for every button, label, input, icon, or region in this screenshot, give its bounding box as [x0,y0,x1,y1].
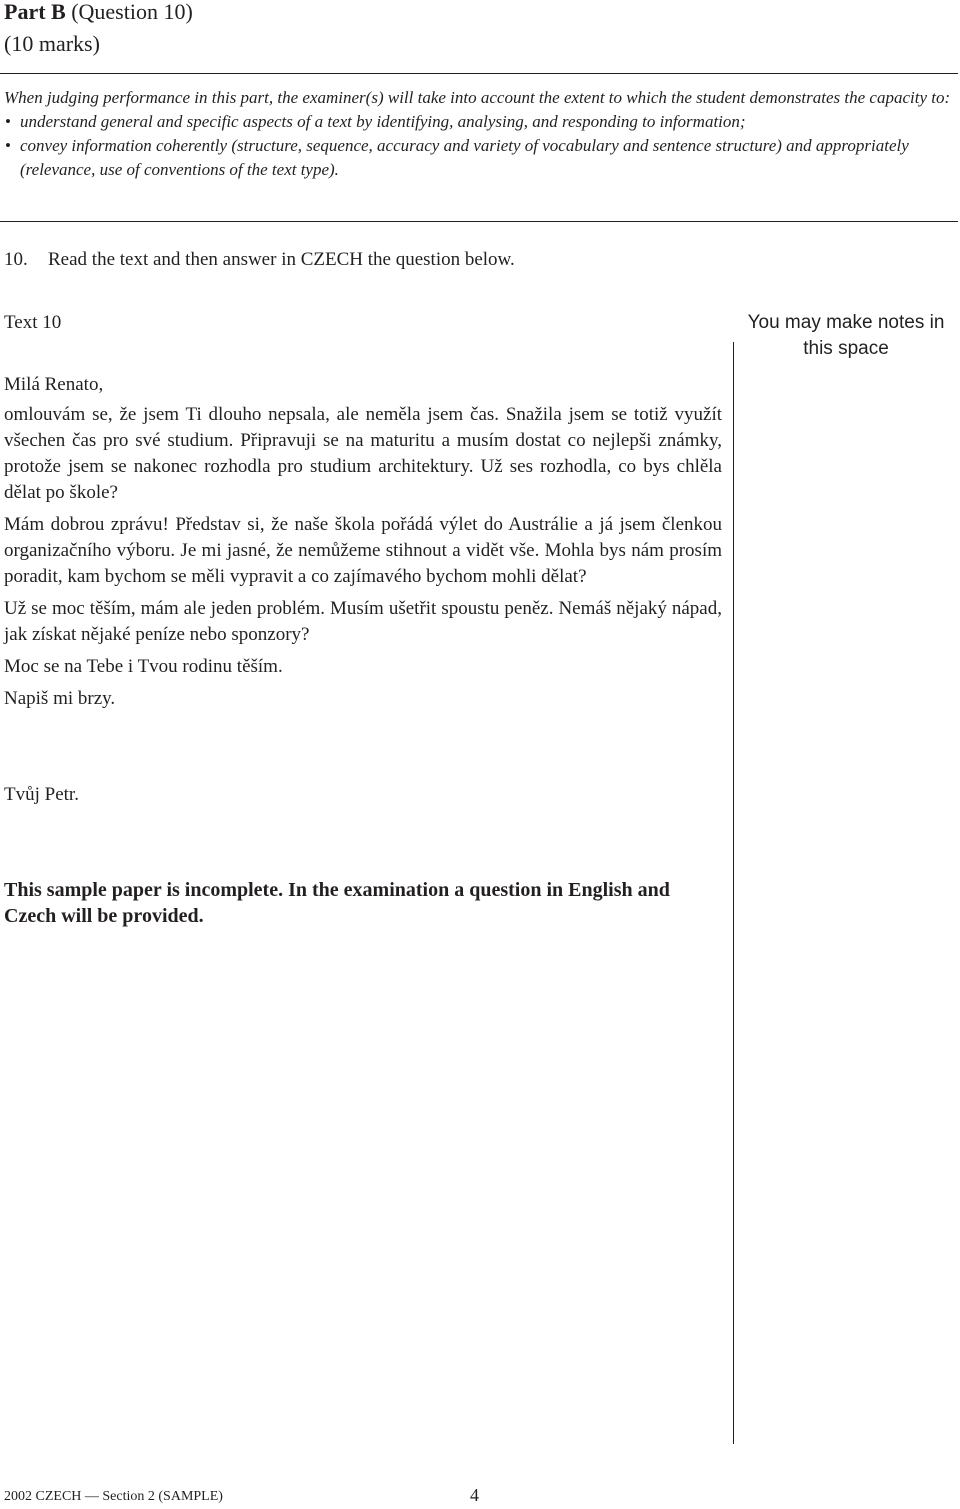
letter-text [4,372,722,718]
letter-paragraph: Mám dobrou zprávu! Představ si, že naše škola pořádá výlet do Austrálie a já jsem členkou organizačního výboru. Je mi jasné, že nemůžeme stihnout a vidět vše. Mohla bys nám prosím poradit, kam bychom se měli vypravit a co zajímavého bychom mohli dělat? [4,514,722,587]
assessment-criteria [4,86,954,182]
bullet-icon: • [5,136,11,155]
bullet-icon: • [5,112,11,131]
footer-document-label: 2002 CZECH — Section 2 (SAMPLE) [4,1489,223,1504]
criteria-list [4,110,954,182]
question-number: 10. [4,249,28,270]
letter-paragraph: Napiš mi brzy. [4,688,116,709]
question-text: Read the text and then answer in CZECH the question below. [48,249,515,270]
letter-paragraph: Už se moc těším, mám ale jeden problém. Musím ušetřit spoustu peněz. Nemáš nějaký nápad, jak získat nějaké peníze nebo sponzory? [4,598,722,645]
part-label: Part B [4,0,66,24]
part-heading [4,0,193,60]
page-number: 4 [470,1485,479,1505]
letter-paragraph: Moc se na Tebe i Tvou rodinu těším. [4,656,283,677]
notes-column-divider [733,342,734,1444]
criteria-item: • convey information coherently (structure, sequence, accuracy and variety of vocabulary and sentence structure) and appropriately (relevance, use of conventions of the text type). [5,136,909,179]
letter-greeting: Milá Renato, [4,374,104,395]
letter-paragraph: omlouvám se, že jsem Ti dlouho nepsala, ale neměla jsem čas. Snažila jsem se totiž využít všechen čas pro své studium. Připravuji se na maturitu a musím dostat co nejlepši známky, protože jsem se nakonec rozhodla pro studium architektury. Už ses rozhodla, co bys chlěla dělat po škole? [4,404,722,503]
criteria-lead: When judging performance in this part, the examiner(s) will take into account the extent to which the student demonstrates the capacity to: [4,88,951,107]
criteria-divider [0,221,958,222]
text-title: Text 10 [4,312,62,333]
top-divider [0,73,958,74]
question-instruction [4,247,515,273]
letter-signoff: Tvůj Petr. [4,784,79,805]
notes-column-label: You may make notes in this space [747,312,945,359]
question-reference: (Question 10) [71,0,193,24]
marks-label: (10 marks) [4,31,100,56]
sample-notice: This sample paper is incomplete. In the examination a question in English and Czech will be provided. [4,879,670,927]
criteria-item: • understand general and specific aspects of a text by identifying, analysing, and responding to information; [4,110,954,134]
